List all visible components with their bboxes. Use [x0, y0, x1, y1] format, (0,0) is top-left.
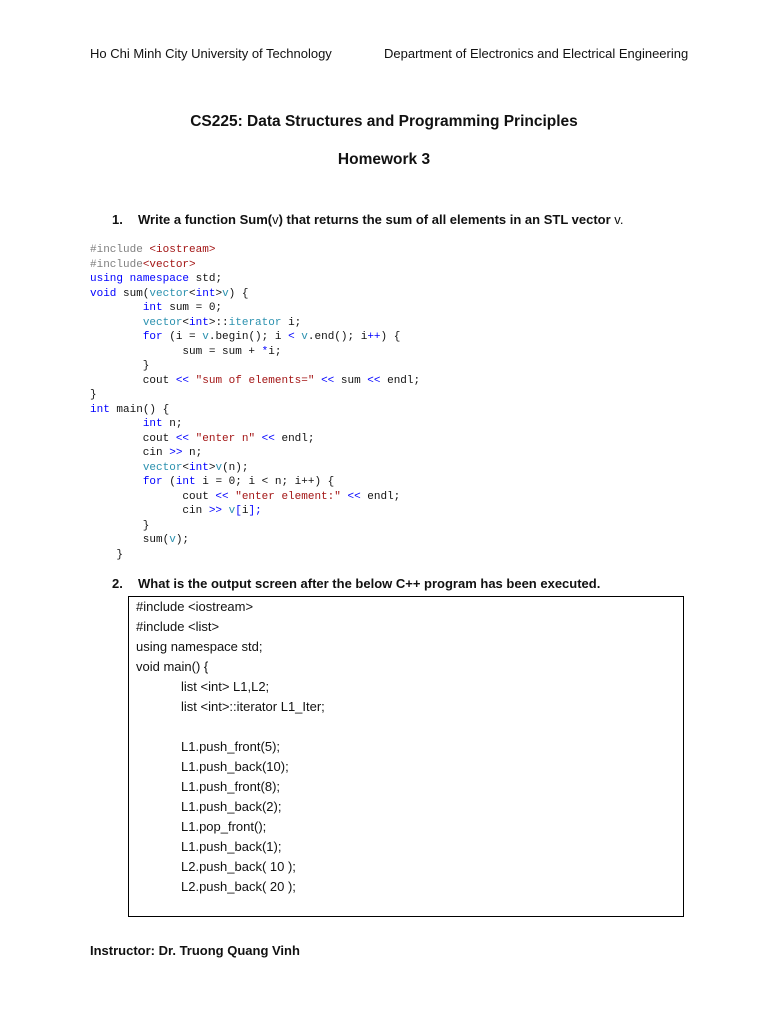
code-token [90, 476, 143, 488]
code-token: i [241, 505, 249, 517]
code-token: int [142, 302, 163, 314]
code-token: v [228, 505, 236, 517]
code-line [90, 490, 730, 505]
code-line [90, 432, 730, 447]
code-line [90, 330, 730, 345]
code-line [90, 446, 730, 461]
code-token: < [189, 287, 196, 300]
code-line [90, 287, 730, 302]
question-number: 1. [112, 212, 123, 227]
code-line: L1.push_front(8); [181, 779, 281, 794]
code-token: (n); [222, 461, 249, 474]
question-text: What is the output screen after the below C++ program has been executed. [138, 576, 601, 591]
code-token: < [288, 331, 295, 343]
code-token: int [189, 461, 209, 474]
code-token [255, 433, 262, 445]
code-token: cout [90, 374, 176, 387]
code-token: ++ [367, 331, 381, 343]
department-name: Department of Electronics and Electrical Engineering [384, 46, 689, 61]
code-line [90, 475, 730, 490]
code-token: #include [90, 244, 150, 256]
code-token: cin [90, 447, 170, 459]
code-line: L1.push_back(1); [181, 839, 282, 854]
code-token: <vector> [142, 258, 196, 271]
code-token: main() { [109, 403, 170, 416]
course-title: CS225: Data Structures and Programming Principles [190, 113, 578, 130]
code-token: endl; [360, 490, 401, 503]
code-token: v [222, 287, 229, 300]
code-token: < [182, 316, 190, 329]
code-token: (i = [162, 331, 203, 343]
code-token: .begin(); i [208, 331, 289, 343]
code-box-list [128, 596, 684, 917]
question-text: Write a function Sum( [138, 212, 273, 227]
code-token: vector [149, 287, 190, 300]
code-token: for [142, 331, 163, 343]
code-line: #include <list> [136, 619, 220, 634]
code-line [90, 403, 730, 418]
code-line [90, 243, 730, 258]
code-token: << [175, 374, 190, 387]
code-token: << [347, 490, 361, 503]
code-token: > [215, 287, 223, 300]
code-token: << [215, 490, 229, 503]
code-token: n; [162, 418, 183, 430]
code-block-sum [90, 243, 730, 562]
code-line: } [90, 360, 150, 372]
code-token: #include [90, 258, 143, 271]
code-token: < [182, 461, 190, 474]
code-line: } [90, 548, 124, 561]
code-token: int [195, 287, 216, 300]
code-token: sum( [90, 534, 170, 546]
code-token [90, 317, 143, 329]
homework-title: Homework 3 [337, 151, 431, 168]
instructor-name: Instructor: Dr. Truong Quang Vinh [90, 943, 300, 958]
code-line: L2.push_back( 20 ); [181, 879, 296, 894]
code-token: >> [169, 447, 183, 459]
code-line [90, 345, 730, 360]
code-token: >> [208, 505, 223, 517]
code-token: i; [268, 345, 282, 358]
code-token: << [321, 374, 335, 387]
question-text-plain: v. [614, 212, 624, 227]
code-token: v [215, 461, 223, 474]
code-token: v [202, 331, 209, 343]
code-token [90, 331, 143, 343]
question-number: 2. [112, 576, 123, 591]
code-line [90, 417, 730, 432]
code-token: cout [90, 490, 216, 503]
code-token: iterator [228, 316, 282, 329]
code-line [90, 316, 730, 331]
code-token: ) { [380, 331, 401, 343]
code-token: sum = 0; [162, 302, 223, 314]
code-line: list <int>::iterator L1_Iter; [181, 699, 325, 714]
code-token: vector [142, 461, 183, 474]
code-token: endl; [380, 374, 421, 387]
code-token: int [90, 403, 110, 416]
code-line: L2.push_back( 10 ); [181, 859, 296, 874]
code-token: int [142, 418, 163, 430]
code-token: v [169, 534, 176, 546]
code-token: using [90, 273, 124, 285]
code-token: cin [90, 505, 209, 517]
code-token: endl; [274, 432, 315, 445]
code-token: [ [235, 505, 242, 517]
code-token: "sum of elements=" [195, 374, 315, 387]
code-token: sum = sum + [90, 345, 262, 358]
code-token: sum [334, 374, 368, 387]
code-line: } [90, 389, 97, 401]
code-token [90, 302, 143, 314]
code-token: << [261, 432, 275, 445]
code-token: .end(); i [307, 331, 368, 343]
code-token: int [175, 476, 196, 488]
question-text-plain: v [272, 212, 279, 227]
code-token: void [90, 287, 117, 300]
code-token: ); [175, 534, 190, 546]
code-token: ( [162, 476, 176, 488]
university-name: Ho Chi Minh City University of Technology [90, 46, 332, 61]
code-token: cout [90, 432, 176, 445]
code-token: <iostream> [149, 244, 216, 256]
code-token: * [261, 345, 269, 358]
code-token: << [175, 432, 190, 445]
code-token [189, 433, 196, 445]
code-token: ]; [248, 505, 262, 517]
code-line: #include <iostream> [136, 599, 254, 614]
code-token [222, 505, 229, 517]
code-token: sum( [116, 287, 150, 300]
code-line: L1.push_front(5); [181, 739, 281, 754]
code-token: << [367, 374, 381, 387]
question-2 [112, 576, 600, 591]
code-line: L1.push_back(10); [181, 759, 289, 774]
code-line: L1.push_back(2); [181, 799, 282, 814]
code-token [90, 418, 143, 430]
question-text: ) that returns the sum of all elements in an STL vector [278, 212, 615, 227]
code-token: int [189, 316, 209, 329]
code-line [90, 272, 730, 287]
code-token: "enter element:" [235, 490, 341, 503]
code-line: using namespace std; [136, 639, 263, 654]
code-token: v [301, 331, 308, 343]
code-line: void main() { [136, 659, 209, 674]
code-token: > [208, 461, 216, 474]
code-line [90, 504, 730, 519]
question-1 [112, 212, 623, 227]
code-token [189, 375, 196, 387]
code-line: L1.pop_front(); [181, 819, 267, 834]
code-token [90, 462, 143, 474]
code-token: i = 0; i < n; i++) { [195, 476, 335, 488]
code-token: i; [281, 316, 302, 329]
code-token: namespace [129, 273, 190, 285]
code-token: vector [142, 316, 183, 329]
code-token: n; [182, 447, 203, 459]
code-token: std; [189, 273, 223, 285]
code-token: for [142, 476, 163, 488]
code-token: ) { [228, 287, 249, 300]
code-line [90, 533, 730, 548]
code-token [123, 273, 130, 285]
code-line: list <int> L1,L2; [181, 679, 270, 694]
code-line [90, 301, 730, 316]
code-token: "enter n" [195, 432, 256, 445]
code-line: } [90, 519, 150, 532]
code-line [90, 374, 730, 389]
code-token: >:: [208, 316, 229, 329]
code-line [90, 461, 730, 476]
code-line [90, 258, 730, 273]
